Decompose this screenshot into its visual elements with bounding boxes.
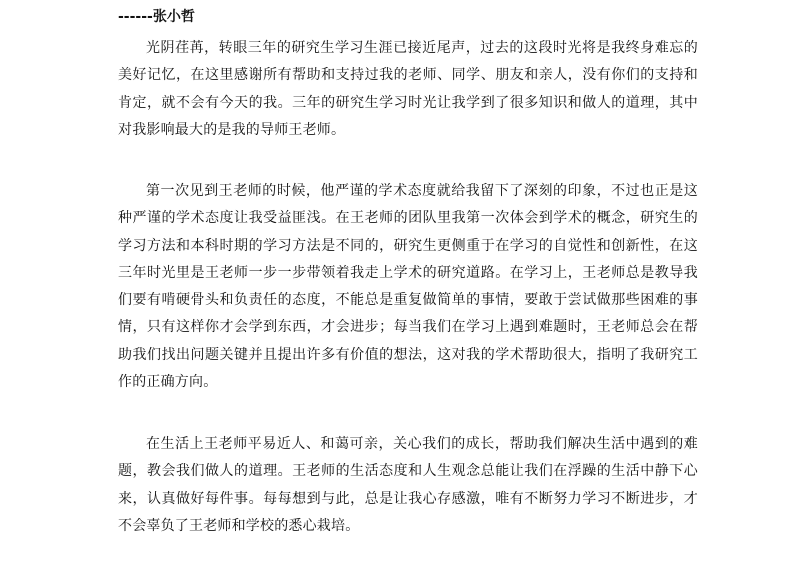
paragraph-2: 第一次见到王老师的时候，他严谨的学术态度就给我留下了深刻的印象，不过也正是这种严谨的学术态度让我受益匪浅。在王老师的团队里我第一次体会到学术的概念，研究生的学习方法和本科时期的学习方法是不同的，研究生更侧重于在学习的自觉性和创新性，在这三年时光里是王老师一步一步带领着我走上学术的研究道路。在学习上，王老师总是教导我们要有啃硬骨头和负责任的态度，不能总是重复做简单的事情，要敢于尝试做那些困难的事情，只有这样你才会学到东西，才会进步；每当我们在学习上遇到难题时，王老师总会在帮助我们找出问题关键并且提出许多有价值的想法，这对我的学术帮助很大，指明了我研究工作的正确方向。 [118,183,698,391]
paragraph-3: 在生活上王老师平易近人、和蔼可亲，关心我们的成长，帮助我们解决生活中遇到的难题，教会我们做人的道理。王老师的生活态度和人生观念总能让我们在浮躁的生活中静下心来，认真做好每件事。每每想到与此，总是让我心存感激，唯有不断努力学习不断进步，才不会辜负了王老师和学校的悉心栽培。 [118,436,698,534]
author-line: ------张小哲 [118,9,195,25]
paragraph-1: 光阴荏苒，转眼三年的研究生学习生涯已接近尾声，过去的这段时光将是我终身难忘的美好记忆，在这里感谢所有帮助和支持过我的老师、同学、朋友和亲人，没有你们的支持和肯定，就不会有今天的我。三年的研究生学习时光让我学到了很多知识和做人的道理，其中对我影响最大的是我的导师王老师。 [118,40,698,138]
